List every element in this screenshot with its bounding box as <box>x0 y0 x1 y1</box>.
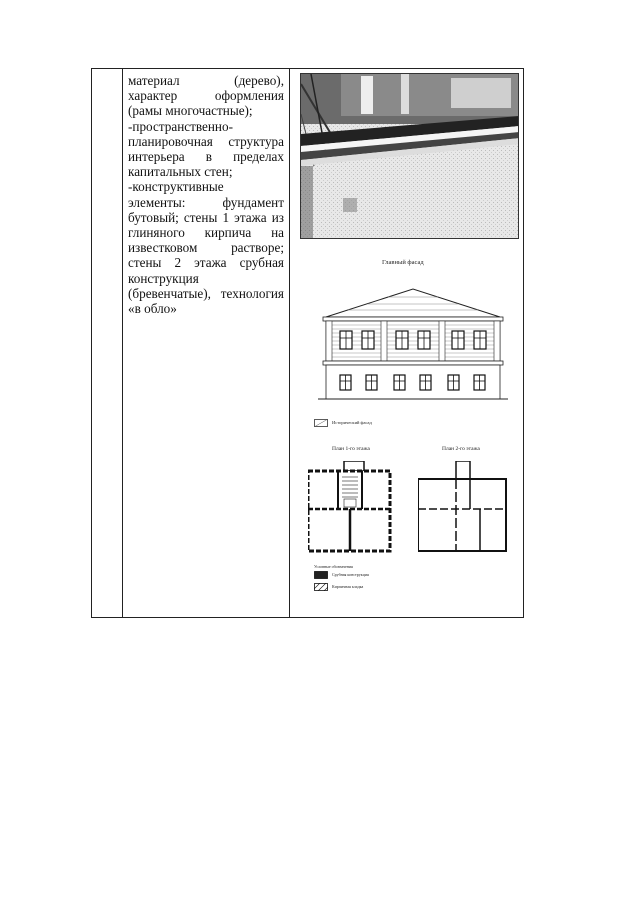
legend-log-swatch <box>314 571 328 579</box>
plan2-title: План 2-го этажа <box>442 446 480 452</box>
building-photo <box>300 73 519 239</box>
text-line: (рамы многочастные); <box>128 103 253 119</box>
text-line: элементы: фундамент <box>128 194 284 210</box>
text-line: «в обло» <box>128 301 177 317</box>
text-line: глиняного кирпича на <box>128 225 284 241</box>
document-table <box>91 68 524 618</box>
text-line: капитальных стен; <box>128 164 233 180</box>
text-line: конструкция <box>128 270 199 286</box>
text-line: известковом растворе; <box>128 240 284 256</box>
legend-facade-label: Исторический фасад <box>332 420 372 425</box>
text-line: (бревенчатые), технология <box>128 285 284 301</box>
plan1-title: План 1-го этажа <box>332 446 370 452</box>
column-divider-1 <box>122 69 123 617</box>
legend-log-label: Срубная конструкция <box>332 572 369 577</box>
text-line: материал (дерево), <box>128 73 284 88</box>
legend-brick-label: Кирпичная кладка <box>332 584 364 589</box>
facade-drawing <box>318 285 508 403</box>
text-line: планировочная структура <box>128 133 284 149</box>
text-line: интерьера в пределах <box>128 149 284 165</box>
text-line: стены 2 этажа срубная <box>128 255 284 271</box>
text-line: -конструктивные <box>128 179 224 195</box>
description-cell <box>128 73 284 316</box>
legend-facade-swatch <box>314 419 328 427</box>
text-line: -пространственно- <box>128 118 233 134</box>
legend-title: Условные обозначения <box>314 564 353 569</box>
building-photo-image <box>301 74 519 239</box>
legend-brick-swatch <box>314 583 328 591</box>
plan2-drawing <box>418 461 508 553</box>
column-divider-2 <box>289 69 290 617</box>
text-line: бутовый; стены 1 этажа из <box>128 209 284 225</box>
facade-title: Главный фасад <box>382 259 424 266</box>
text-line: характер оформления <box>128 88 284 104</box>
plan1-drawing <box>308 461 392 553</box>
